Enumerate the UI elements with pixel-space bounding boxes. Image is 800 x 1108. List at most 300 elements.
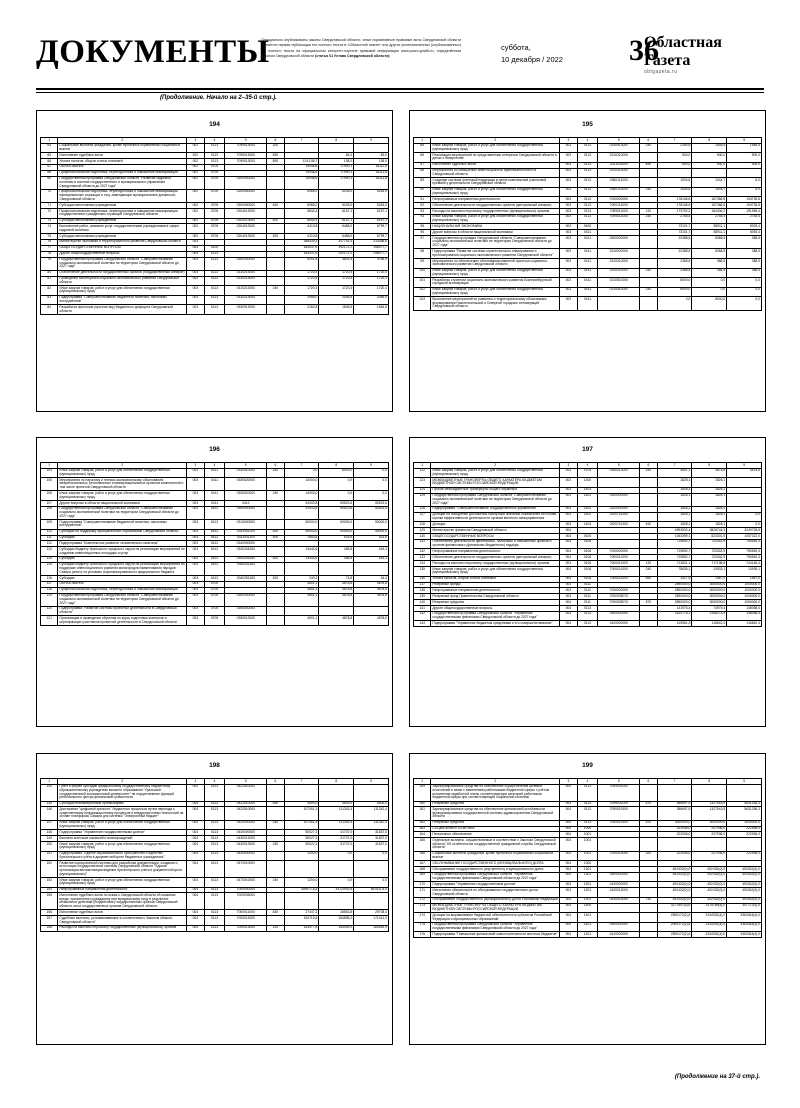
row-value: 523,6 bbox=[354, 535, 389, 541]
row-value bbox=[267, 176, 284, 189]
row-value: 0705 bbox=[204, 189, 225, 202]
row-value: 719892,7 bbox=[657, 555, 692, 561]
row-value: 148 bbox=[41, 830, 58, 836]
table-199-wrap bbox=[413, 778, 762, 938]
row-value: 4993932,4 bbox=[657, 528, 692, 534]
row-value: 0,0 bbox=[284, 468, 319, 478]
row-label: Министерство экономики и территориального развития Свердловской области bbox=[58, 239, 187, 245]
row-value: 0360113000 bbox=[598, 178, 640, 188]
row-value: 004 bbox=[187, 887, 204, 893]
row-value: 500,0 bbox=[692, 153, 727, 163]
row-value bbox=[640, 838, 657, 851]
table-row bbox=[414, 143, 762, 153]
row-value: 17990,1 bbox=[319, 170, 354, 176]
row-value bbox=[598, 913, 640, 923]
row-value: 0340251183 bbox=[225, 562, 267, 575]
row-label: Субсидии автономным учреждениям bbox=[58, 203, 187, 209]
table-198-wrap bbox=[40, 778, 389, 932]
row-value: 0412 bbox=[204, 562, 225, 575]
row-value: 0350000000 bbox=[225, 606, 267, 616]
row-value: 5245,0 bbox=[354, 203, 389, 209]
row-value: 1720,4 bbox=[354, 286, 389, 296]
row-value: 0430000000 bbox=[225, 851, 267, 861]
row-value: 0410000000 bbox=[598, 932, 640, 938]
row-label: Достижение "цифровой зрелости" бюджетных процессов путем перехода к существенному информационному процессов и внедрения новых технологий на основе платформы Самара для системы "Электронный бюджет" bbox=[58, 807, 187, 820]
table-row bbox=[414, 259, 762, 269]
row-value: 1004,6 bbox=[657, 178, 692, 188]
row-value: 0400000000 bbox=[598, 872, 640, 882]
row-value: 0300000000 bbox=[225, 593, 267, 606]
table-row bbox=[414, 153, 762, 163]
row-value: 0310213000 bbox=[225, 270, 267, 276]
row-value: 147 bbox=[41, 820, 58, 830]
table-row bbox=[41, 305, 389, 315]
row-value: 31837,0 bbox=[354, 836, 389, 842]
row-value: 5245,0 bbox=[319, 189, 354, 202]
row-value: 0400000000 bbox=[598, 922, 640, 932]
row-value: 004 bbox=[560, 826, 577, 832]
table-row bbox=[41, 286, 389, 296]
row-value: 2160,8 bbox=[284, 305, 319, 315]
row-value: 003 bbox=[187, 616, 204, 626]
row-value: 730 bbox=[640, 897, 657, 903]
row-value: 14000,0 bbox=[284, 491, 319, 501]
row-value: 0113 bbox=[577, 162, 598, 168]
row-value: 1828,1 bbox=[692, 522, 727, 528]
row-value: 0700 bbox=[204, 581, 225, 587]
row-value: 5631256,3 bbox=[727, 807, 762, 820]
row-value: 713831,1 bbox=[657, 561, 692, 567]
row-label: Субсидии автономным учреждениям bbox=[58, 234, 187, 240]
row-value: 6844,4 bbox=[284, 218, 319, 224]
row-label: Государственная программа Свердловской области "Управление государственными финансами Свердловской области до 2027 года" bbox=[431, 611, 560, 621]
row-value: 0113 bbox=[204, 305, 225, 315]
column-header: 8 bbox=[692, 138, 727, 144]
row-label: Мероприятия по обеспечению обоснования макетной прогноза социально-экономического развития Свердловской области bbox=[431, 259, 560, 269]
row-value: 003 bbox=[560, 249, 577, 259]
table-row bbox=[41, 143, 389, 153]
row-value: 0113 bbox=[577, 187, 598, 197]
row-value: 003 bbox=[187, 541, 204, 547]
row-value: 1828,1 bbox=[657, 478, 692, 488]
row-value: 003 bbox=[560, 230, 577, 236]
row-value: 003 bbox=[187, 468, 204, 478]
row-value: 0705 bbox=[204, 616, 225, 626]
row-value bbox=[640, 297, 657, 310]
row-value: 2388,5 bbox=[657, 259, 692, 269]
row-label: Грант в форме субсидии федеральному государственному бюджетному образовательному учреждению высшего образования "Уральский государственный экономический университет" на осуществление функций регионального центра финансовой грамотности bbox=[58, 784, 187, 801]
row-value: 163 bbox=[414, 826, 431, 832]
row-value: 135 bbox=[414, 567, 431, 577]
column-header: 8 bbox=[319, 779, 354, 785]
row-label: Пенсионное обеспечение bbox=[431, 832, 560, 838]
row-value: 0111 bbox=[577, 582, 598, 588]
row-value: 6157,1 bbox=[319, 209, 354, 219]
row-value: 0412 bbox=[204, 547, 225, 557]
table-row bbox=[41, 878, 389, 888]
row-value: 0422510000 bbox=[225, 807, 267, 820]
row-value: 50000,0 bbox=[284, 529, 319, 535]
row-value: 4878,8 bbox=[354, 581, 389, 587]
row-value: 141 bbox=[414, 606, 431, 612]
row-value: 0310510000 bbox=[598, 287, 640, 297]
row-value: 0,0 bbox=[319, 851, 354, 861]
row-value: 240 bbox=[640, 143, 657, 153]
table-row bbox=[41, 925, 389, 931]
row-value: 120 bbox=[267, 925, 284, 931]
row-value: 101 bbox=[414, 278, 431, 288]
row-label: Иные закупки товаров, работ и услуг для обеспечения государственных (муниципальных) нужд bbox=[431, 143, 560, 153]
row-value: 0300000000 bbox=[225, 506, 267, 519]
row-value: 003 bbox=[560, 162, 577, 168]
row-value: 166 bbox=[414, 851, 431, 861]
row-value: 2388,5 bbox=[657, 268, 692, 278]
row-value: 620 bbox=[267, 203, 284, 209]
row-value: 2905172(2),6 bbox=[657, 922, 692, 932]
table-row bbox=[414, 784, 762, 801]
row-value: 18111,8 bbox=[354, 164, 389, 170]
row-value bbox=[692, 784, 727, 801]
row-value: 002 bbox=[187, 218, 204, 224]
row-value: 78 bbox=[41, 251, 58, 257]
column-header: 7 bbox=[284, 463, 319, 469]
row-value bbox=[354, 562, 389, 575]
table-row bbox=[414, 611, 762, 621]
column-header: 4 bbox=[577, 779, 598, 785]
table-197-wrap bbox=[413, 462, 762, 627]
row-value: 744146,4 bbox=[727, 561, 762, 567]
row-value: 7000011000 bbox=[598, 555, 640, 561]
row-value bbox=[319, 606, 354, 616]
row-value: 002 bbox=[187, 203, 204, 209]
row-label: Резервные фонды bbox=[431, 582, 560, 588]
row-value: 194735,8 bbox=[727, 203, 762, 209]
column-header: 5 bbox=[598, 138, 640, 144]
row-value: 1001 bbox=[577, 851, 598, 861]
row-value: 1401 bbox=[577, 922, 598, 932]
row-value bbox=[267, 547, 284, 557]
table-195-wrap bbox=[413, 137, 762, 311]
row-value: 0106 bbox=[577, 555, 598, 561]
row-label: Мероприятия по научному и технико-экономическому обоснованию межрегиональных, региональных и межмуниципальных проектов комплексной и том числе проектов Свердловской области bbox=[58, 478, 187, 491]
row-value: 492432(0),0 bbox=[657, 888, 692, 898]
row-value: 2046,5 bbox=[319, 295, 354, 305]
row-value: 448,8 bbox=[319, 547, 354, 557]
row-value: 222936,0 bbox=[727, 832, 762, 838]
brand-site: oblgazeta.ru bbox=[644, 68, 678, 75]
row-label: Иные закупки товаров, работ и услуг для обеспечения государственных (муниципальных) нужд bbox=[431, 214, 560, 224]
row-value: 73101,7 bbox=[657, 230, 692, 236]
row-value: 0310010000 bbox=[598, 259, 640, 269]
budget-table-198 bbox=[40, 778, 389, 932]
row-value: 109 bbox=[41, 520, 58, 530]
column-header: 4 bbox=[204, 138, 225, 144]
row-value: 168 bbox=[414, 866, 431, 872]
row-value: 0310310000 bbox=[598, 153, 640, 163]
row-label: Резервный фонд Правительства Свердловской области bbox=[431, 594, 560, 600]
row-value: 0113 bbox=[204, 836, 225, 842]
row-value bbox=[727, 838, 762, 851]
table-row bbox=[41, 562, 389, 575]
row-value: 187366,6 bbox=[692, 197, 727, 203]
row-value: 240 bbox=[267, 820, 284, 830]
row-value: 13935,1 bbox=[727, 567, 762, 577]
row-label: Уплата налогов, сборов и иных платежей bbox=[431, 576, 560, 582]
row-value: 0412 bbox=[204, 535, 225, 541]
row-value: 0330620000 bbox=[225, 491, 267, 501]
row-value: 0412 bbox=[204, 541, 225, 547]
row-value: 4601,1 bbox=[284, 616, 319, 626]
row-value: 723342,9 bbox=[692, 549, 727, 555]
row-value bbox=[267, 257, 284, 270]
row-value: 320 bbox=[640, 851, 657, 861]
row-value: 0,0 bbox=[319, 478, 354, 491]
row-value: 1301 bbox=[577, 882, 598, 888]
row-value: 448,8 bbox=[319, 556, 354, 562]
row-value: 192172,2 bbox=[319, 251, 354, 257]
row-value: 1044,7 bbox=[692, 178, 727, 188]
row-value: 116642,4 bbox=[692, 621, 727, 627]
row-value: 178146,6 bbox=[657, 203, 692, 209]
row-value: 620 bbox=[267, 218, 284, 224]
row-value: 162 bbox=[414, 820, 431, 826]
column-header: 2 bbox=[58, 463, 187, 469]
row-value: 0204013000 bbox=[225, 234, 267, 240]
row-value: 50027,3 bbox=[284, 836, 319, 842]
table-row bbox=[41, 547, 389, 557]
column-header: 3 bbox=[187, 138, 204, 144]
row-value: 128 bbox=[414, 522, 431, 528]
row-value: 1427,5 bbox=[657, 576, 692, 582]
row-value: 003 bbox=[187, 593, 204, 606]
row-value: 0400000000 bbox=[598, 611, 640, 621]
row-value: 004 bbox=[187, 861, 204, 878]
row-value bbox=[657, 168, 692, 178]
row-value: 1400 bbox=[577, 478, 598, 488]
row-value: 0412 bbox=[204, 506, 225, 519]
column-header: 5 bbox=[598, 463, 640, 469]
column-header: 5 bbox=[225, 779, 267, 785]
masthead bbox=[36, 34, 764, 86]
row-value: 67 bbox=[41, 164, 58, 170]
row-value: 004 bbox=[560, 807, 577, 820]
column-header: 6 bbox=[267, 138, 284, 144]
row-value: 1720,4 bbox=[319, 286, 354, 296]
row-value: 5245,0 bbox=[319, 203, 354, 209]
row-value: 0705 bbox=[204, 176, 225, 189]
row-value: 1000000,0 bbox=[727, 594, 762, 600]
page-title: ДОКУМЕНТЫ bbox=[36, 34, 270, 70]
column-header: 4 bbox=[204, 463, 225, 469]
row-value: 003 bbox=[560, 143, 577, 153]
row-value: 240 bbox=[640, 268, 657, 278]
row-value: 1401 bbox=[577, 913, 598, 923]
row-value: 1828,1 bbox=[657, 487, 692, 493]
row-value: 115 bbox=[41, 562, 58, 575]
row-value: 003 bbox=[560, 178, 577, 188]
row-value: 0705 bbox=[204, 170, 225, 176]
row-label: Мероприятия по повышению инвестиционной привлекательности в Свердловской области bbox=[431, 168, 560, 178]
row-value: 2160,8 bbox=[657, 143, 692, 153]
row-label: Субсидии автономным учреждениям bbox=[58, 218, 187, 224]
row-label: Министерство финансов Свердловской области bbox=[431, 528, 560, 534]
row-value: 004 bbox=[560, 872, 577, 882]
row-value: 0420000000 bbox=[225, 820, 267, 830]
row-value: 176 bbox=[414, 932, 431, 938]
row-value: 0,0 bbox=[354, 851, 389, 861]
row-value: 0330913000 bbox=[225, 305, 267, 315]
row-value: 5500,0 bbox=[319, 801, 354, 807]
row-value: 105 bbox=[41, 478, 58, 491]
row-value: 0,0 bbox=[319, 878, 354, 888]
row-value bbox=[640, 178, 657, 188]
row-value: 004 bbox=[187, 807, 204, 820]
row-value: 003 bbox=[187, 500, 204, 506]
column-header: 8 bbox=[692, 463, 727, 469]
row-value: 100 bbox=[414, 268, 431, 278]
row-value: 227936,0 bbox=[692, 851, 727, 861]
row-value: 003 bbox=[560, 197, 577, 203]
row-value: 0340000000 bbox=[225, 541, 267, 547]
row-value: 003 bbox=[560, 522, 577, 528]
row-value: 1200,0 bbox=[284, 851, 319, 861]
row-value: 7099001000 bbox=[598, 784, 640, 801]
row-value: 157 bbox=[41, 916, 58, 926]
row-value: 386697,5 bbox=[657, 807, 692, 820]
row-value: 1720,4 bbox=[284, 286, 319, 296]
row-value: 0331041100 bbox=[225, 529, 267, 535]
row-value: 0470010000 bbox=[225, 861, 267, 878]
row-value: 0204013000 bbox=[225, 218, 267, 224]
row-value: 0113 bbox=[204, 916, 225, 926]
row-value: 1301 bbox=[577, 897, 598, 903]
panel-page-number: 194 bbox=[209, 121, 220, 128]
row-value: 1063399,1 bbox=[657, 534, 692, 540]
row-value: 6157,1 bbox=[354, 218, 389, 224]
row-value: 5631256,3 bbox=[727, 801, 762, 807]
row-value: 1301 bbox=[577, 866, 598, 872]
row-value: 13444,6 bbox=[284, 547, 319, 557]
row-value: 1828,1 bbox=[692, 506, 727, 512]
row-value: 73 bbox=[41, 218, 58, 224]
row-value: 1828,1 bbox=[657, 522, 692, 528]
row-value bbox=[267, 593, 284, 606]
row-value: 0113 bbox=[577, 611, 598, 621]
column-header: 5 bbox=[225, 138, 267, 144]
row-value: 121 bbox=[41, 616, 58, 626]
row-value: 0113 bbox=[204, 276, 225, 286]
row-value: 3000000,0 bbox=[692, 600, 727, 606]
row-value: 0705 bbox=[204, 203, 225, 209]
row-value: 1000 bbox=[577, 826, 598, 832]
row-value: 161 bbox=[414, 807, 431, 820]
row-value: 7099019100 bbox=[598, 807, 640, 820]
row-value: 6844,4 bbox=[284, 209, 319, 219]
row-label: Государственная программа Свердловской области "Совершенствование социально-экономической политики на территории Свердловской области до 2027 года" bbox=[431, 493, 560, 506]
row-value: 003 bbox=[187, 506, 204, 519]
row-value: 6799,7 bbox=[354, 234, 389, 240]
table-row bbox=[41, 276, 389, 286]
issue-date: суббота, 10 декабря / 2022 bbox=[501, 43, 563, 64]
column-header: 2 bbox=[58, 779, 187, 785]
row-value: 133 bbox=[414, 555, 431, 561]
row-value: 152 bbox=[41, 861, 58, 878]
row-value bbox=[640, 888, 657, 898]
table-row bbox=[41, 224, 389, 234]
row-value: 492432(0),0 bbox=[727, 872, 762, 882]
row-value: 0412 bbox=[204, 575, 225, 581]
row-value: 132 bbox=[414, 549, 431, 555]
row-value: 138 bbox=[414, 588, 431, 594]
row-value: 003 bbox=[187, 276, 204, 286]
row-value: 7099011000 bbox=[598, 209, 640, 215]
row-label: Подпрограмма "Управление государственными долгом" bbox=[58, 830, 187, 836]
row-value: 003 bbox=[560, 287, 577, 297]
row-value: 1301 bbox=[577, 888, 598, 898]
row-value: 002 bbox=[187, 159, 204, 165]
row-value: 50000,0 bbox=[354, 520, 389, 530]
row-value: 443,3 bbox=[354, 556, 389, 562]
row-value: 004 bbox=[560, 888, 577, 898]
row-value: 0420000000 bbox=[598, 621, 640, 627]
row-value: 214268,6 bbox=[354, 239, 389, 245]
row-value: 2754,4 bbox=[657, 214, 692, 224]
row-value bbox=[267, 606, 284, 616]
row-value: 1000000,0 bbox=[727, 600, 762, 606]
row-value: 0106 bbox=[577, 539, 598, 549]
row-value: 630 bbox=[267, 801, 284, 807]
row-value: 4878,8 bbox=[319, 593, 354, 606]
row-value: 0113 bbox=[204, 295, 225, 305]
row-value: 27447,2 bbox=[284, 910, 319, 916]
row-label: Другие вопросы в области национальной экономики bbox=[431, 230, 560, 236]
row-value: 492432(0),0 bbox=[657, 882, 692, 888]
row-value: 7000000000 bbox=[598, 549, 640, 555]
row-value: 1467,0 bbox=[692, 576, 727, 582]
row-value: 1828,1 bbox=[692, 493, 727, 506]
row-value: 120 bbox=[640, 209, 657, 215]
row-value: 004 bbox=[560, 801, 577, 807]
row-label: Обеспечение деятельности государственных органов (центральный аппарат) bbox=[431, 555, 560, 561]
row-label: Государственная программа Свердловской области "Совершенствование социально-экономической политики на территории Свердловской области до 2027 года" bbox=[58, 257, 187, 270]
row-label: Расходы на выплаты персоналу государственных (муниципальных) органов bbox=[431, 561, 560, 567]
row-value: 523,6 bbox=[319, 535, 354, 541]
row-value: 0106 bbox=[577, 567, 598, 577]
row-value: 004 bbox=[560, 528, 577, 534]
table-row bbox=[414, 297, 762, 310]
row-value: 750549,3 bbox=[727, 555, 762, 561]
row-value: 84,0 bbox=[319, 153, 354, 159]
row-value: 003 bbox=[187, 491, 204, 501]
row-label: ОБСЛУЖИВАНИЕ ГОСУДАРСТВЕННОГО (МУНИЦИПАЛЬНОГО) ДОЛГА bbox=[431, 861, 560, 867]
row-value bbox=[727, 493, 762, 506]
row-value: 169 bbox=[414, 872, 431, 882]
row-value: 3000000,0 bbox=[692, 594, 727, 600]
row-value: 003 bbox=[560, 168, 577, 178]
row-value: 003 bbox=[187, 239, 204, 245]
row-value: 7099013000 bbox=[598, 214, 640, 224]
column-header: 6 bbox=[640, 463, 657, 469]
row-value: 1403 bbox=[577, 487, 598, 493]
row-value bbox=[640, 932, 657, 938]
row-value: 0310010000 bbox=[598, 268, 640, 278]
row-value: 0113 bbox=[577, 168, 598, 178]
row-value: 5088,2 bbox=[284, 203, 319, 209]
row-value: 50523,6 bbox=[354, 500, 389, 506]
row-value: 0330913000 bbox=[598, 143, 640, 153]
row-value: 3000000,0 bbox=[692, 820, 727, 826]
table-row bbox=[414, 178, 762, 188]
